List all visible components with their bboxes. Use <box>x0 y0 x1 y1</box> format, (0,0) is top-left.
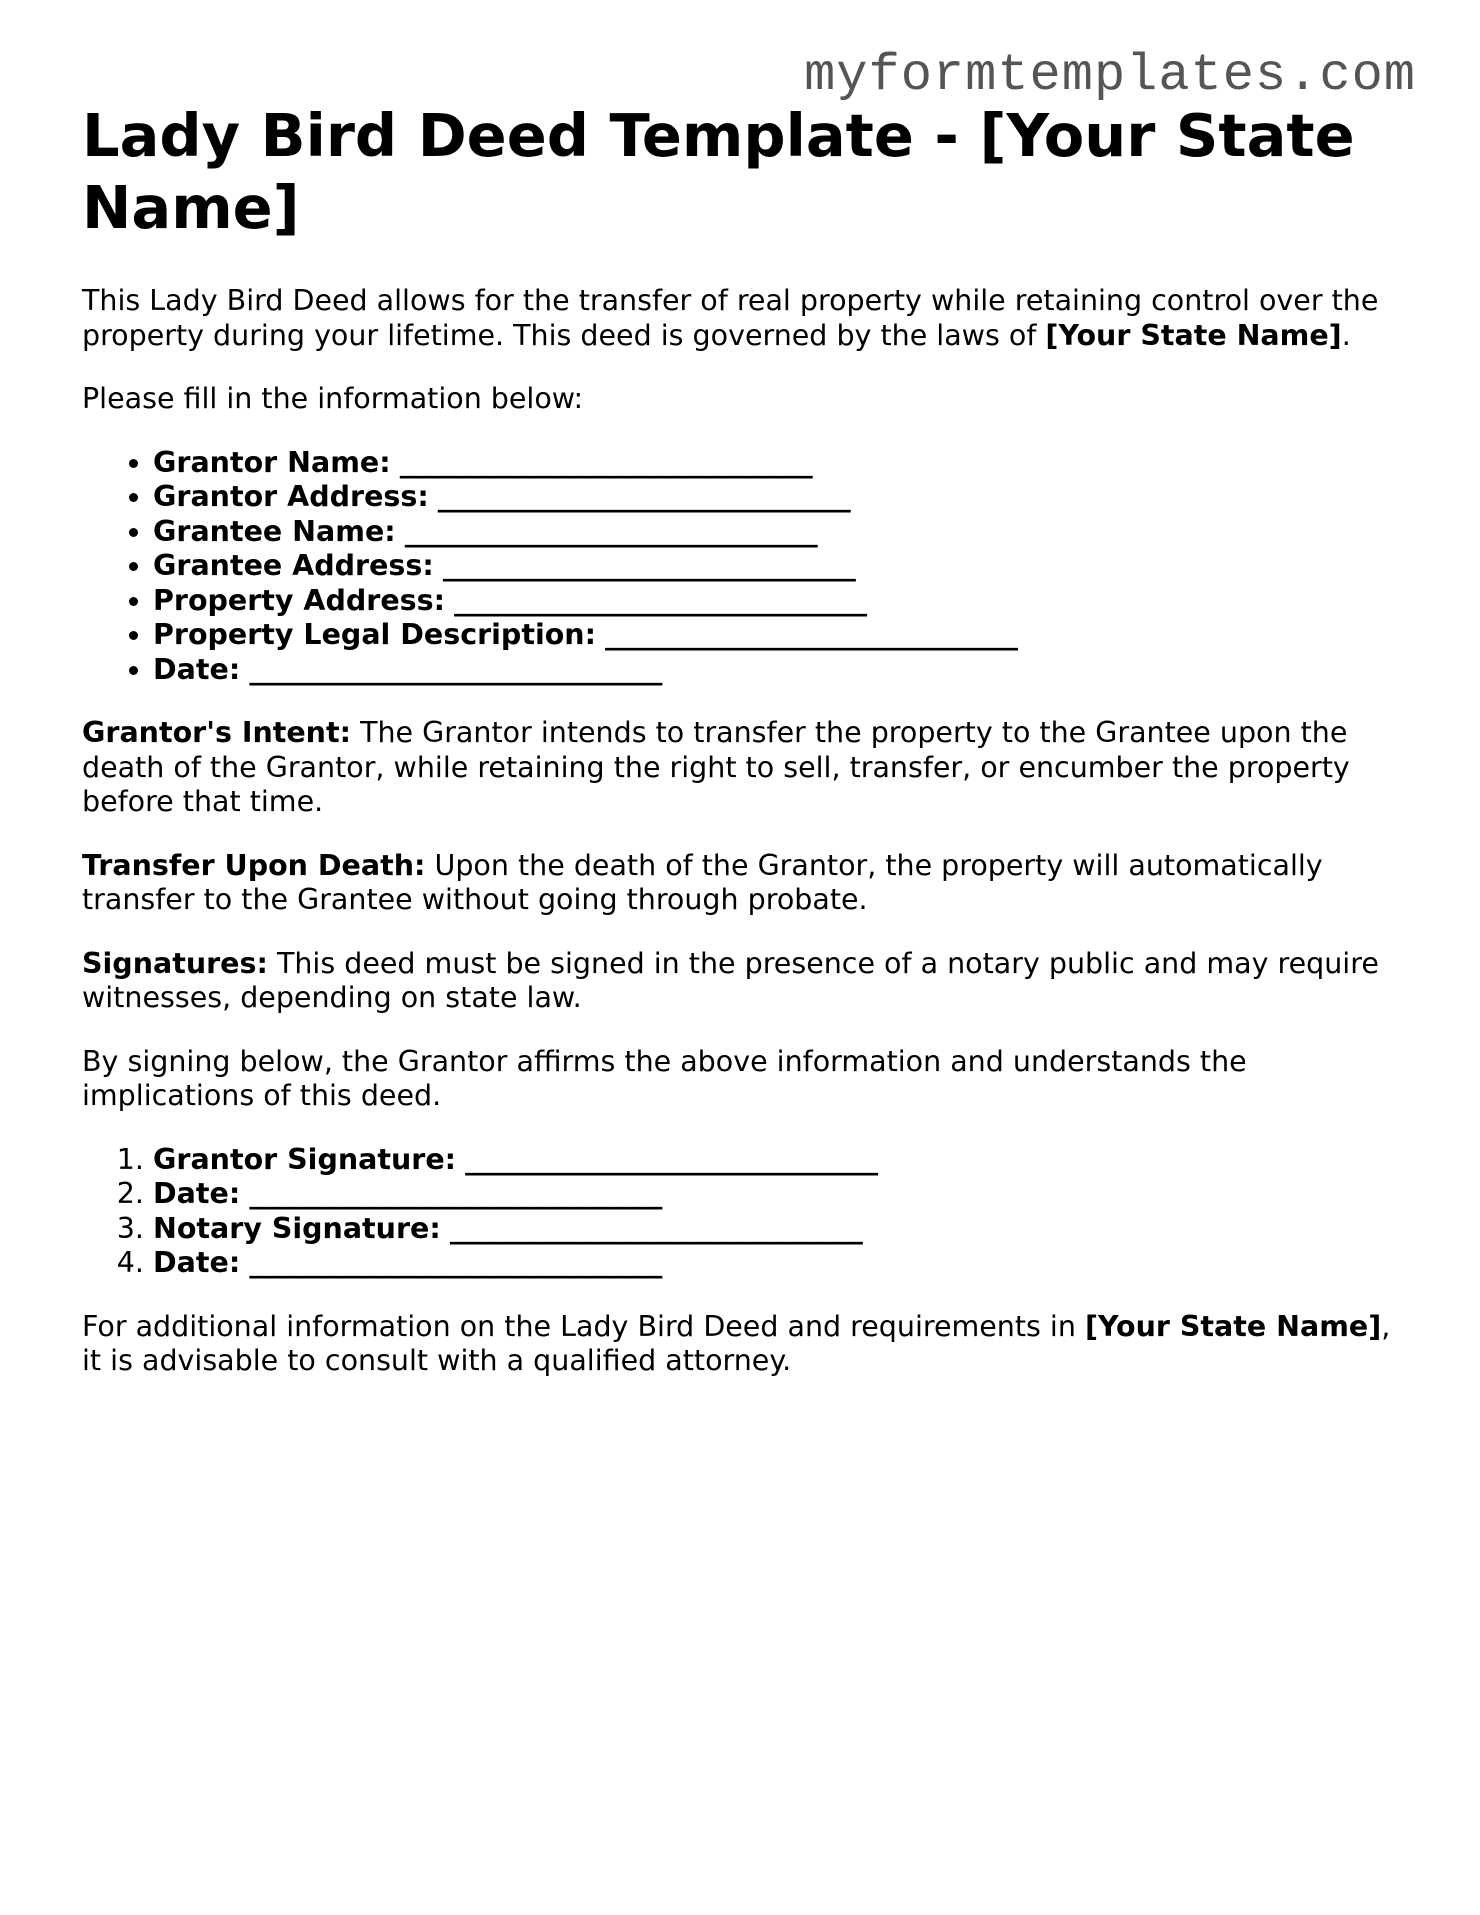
signature-blank-line[interactable]: ______________________________ <box>249 1177 662 1210</box>
section-signatures <box>82 947 1412 1016</box>
fill-in-prompt: Please fill in the information below: <box>82 382 584 415</box>
signature-label: Date: <box>153 1246 241 1279</box>
field-blank-line[interactable]: ______________________________ <box>442 549 856 582</box>
affirmation-paragraph: By signing below, the Grantor affirms the above information and understands the implications of this deed. <box>82 1044 1247 1112</box>
section-transfer-upon-death <box>82 849 1412 918</box>
section-heading: Grantor's Intent: <box>82 716 351 749</box>
document-title: Lady Bird Deed Template - [Your State Name] <box>82 101 1355 242</box>
field-date <box>153 653 1412 688</box>
closing-state-placeholder: [Your State Name] <box>1084 1309 1382 1343</box>
signature-blank-line[interactable]: ______________________________ <box>449 1211 863 1245</box>
signature-notary-date <box>153 1246 1412 1281</box>
field-property-address <box>153 584 1412 619</box>
document-body <box>82 100 1412 1379</box>
signature-label: Date: <box>153 1177 241 1210</box>
intro-text: This Lady Bird Deed allows for the transfer of real property while retaining control over the property during your lifetime. This deed is governed by the laws of <box>82 284 1379 352</box>
intro-paragraph <box>82 284 1412 353</box>
field-blank-line[interactable]: ______________________________ <box>605 618 1018 651</box>
info-field-list <box>82 446 1412 688</box>
field-label: Grantor Address: <box>153 480 429 513</box>
signature-notary <box>153 1212 1412 1247</box>
signature-blank-line[interactable]: ______________________________ <box>249 1246 662 1279</box>
section-grantor-intent <box>82 716 1412 820</box>
signature-list <box>82 1143 1412 1281</box>
field-blank-line[interactable]: ______________________________ <box>399 445 813 479</box>
closing-text: For additional information on the Lady Bird Deed and requirements in <box>82 1309 1085 1343</box>
field-grantor-name <box>153 446 1412 481</box>
field-blank-line[interactable]: ______________________________ <box>404 514 818 548</box>
field-grantee-address <box>153 549 1412 584</box>
field-blank-line[interactable]: ______________________________ <box>249 652 662 686</box>
field-label: Grantee Address: <box>153 549 434 582</box>
section-text: This deed must be signed in the presence of a notary public and may require witnesses, depending on state law. <box>82 946 1379 1014</box>
section-heading: Signatures: <box>82 946 268 980</box>
closing-paragraph <box>82 1310 1412 1379</box>
intro-state-placeholder: [Your State Name] <box>1045 318 1342 352</box>
field-label: Date: <box>153 652 241 686</box>
closing-text-end: , it is advisable to consult with a qualified attorney. <box>82 1309 1391 1377</box>
field-label: Grantor Name: <box>153 445 391 479</box>
section-heading: Transfer Upon Death: <box>82 848 426 882</box>
signature-label: Notary Signature: <box>153 1211 441 1245</box>
field-blank-line[interactable]: ______________________________ <box>454 583 867 617</box>
signature-grantor <box>153 1143 1412 1178</box>
field-label: Property Legal Description: <box>153 618 596 651</box>
intro-text-end: . <box>1341 318 1351 352</box>
signature-grantor-date <box>153 1177 1412 1212</box>
signature-label: Grantor Signature: <box>153 1142 457 1176</box>
signature-blank-line[interactable]: ______________________________ <box>465 1142 878 1176</box>
field-label: Grantee Name: <box>153 514 396 548</box>
field-grantor-address <box>153 480 1412 515</box>
field-label: Property Address: <box>153 583 445 617</box>
section-text: The Grantor intends to transfer the property to the Grantee upon the death of the Grantor, while retaining the right to sell, transfer, or encumber the property before that time. <box>82 716 1350 818</box>
field-property-legal-description <box>153 618 1412 653</box>
site-watermark: myformtemplates.com <box>804 46 1416 105</box>
section-text: Upon the death of the Grantor, the property will automatically transfer to the Grantee without going through probate. <box>82 848 1323 916</box>
field-blank-line[interactable]: ______________________________ <box>437 480 851 513</box>
field-grantee-name <box>153 515 1412 550</box>
